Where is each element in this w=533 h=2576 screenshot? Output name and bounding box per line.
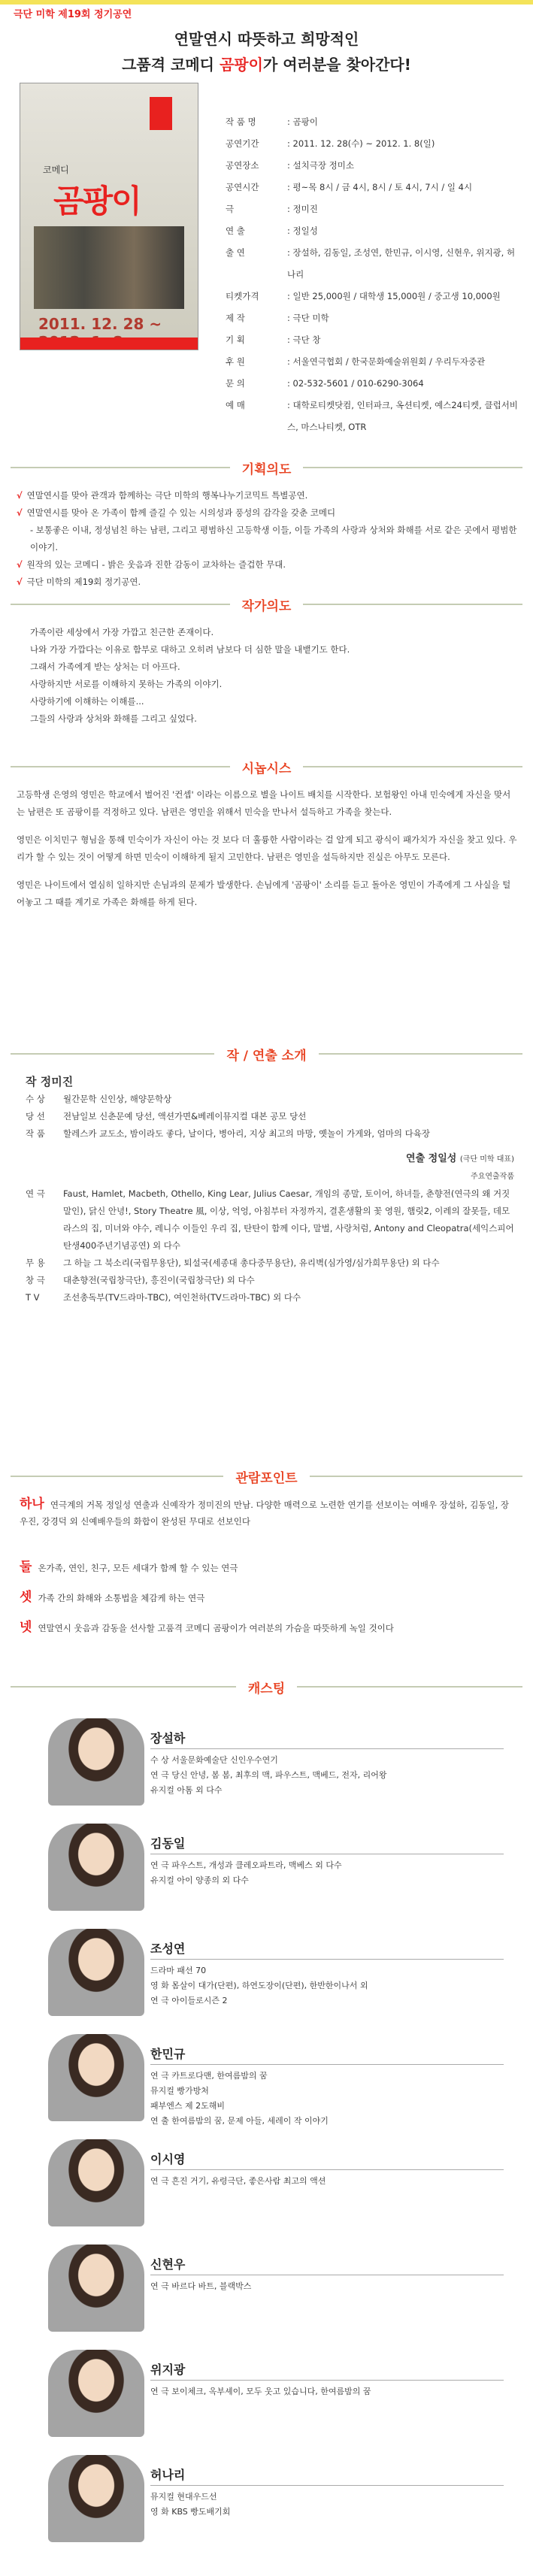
synopsis-text xyxy=(17,786,519,922)
intent-item xyxy=(17,522,519,556)
poster-title: 곰팡이 xyxy=(53,183,141,219)
section-writer-header xyxy=(0,588,533,621)
cast-line: 연 출 한여름밤의 꿈, 문제 아들, 세레이 작 이야기 xyxy=(150,2116,329,2126)
info-table xyxy=(226,111,522,438)
cast-desc xyxy=(150,2490,511,2520)
staff-note2: 주요연출작품 xyxy=(471,1173,514,1181)
staff-name: 정일성 xyxy=(428,1153,460,1164)
info-value: : 일반 25,000원 / 대학생 15,000원 / 중고생 10,000원 xyxy=(287,291,501,301)
staff-line xyxy=(26,1091,514,1108)
staff-line xyxy=(26,1108,514,1125)
writer-line: 그래서 가족에게 받는 상처는 더 아프다. xyxy=(30,661,180,672)
cast-line: 뮤지컬 현대우드선 xyxy=(150,2492,217,2502)
info-key: 극 xyxy=(226,204,235,214)
writer-line: 그들의 사랑과 상처와 화해를 그리고 싶었다. xyxy=(30,713,197,724)
writer-line: 사랑하지만 서로를 이해하지 못하는 가족의 이야기. xyxy=(30,679,223,689)
point-label: 셋 xyxy=(20,1590,32,1605)
staff-line xyxy=(26,1185,514,1255)
intent-text: 연말연시를 맞아 온 가족이 함께 즐길 수 있는 시의성과 풍성의 감각을 갖춘 코메디 xyxy=(26,507,336,518)
cast-divider xyxy=(150,1748,504,1749)
intent-item xyxy=(17,487,519,504)
section-title: 시놉시스 xyxy=(230,761,304,776)
cast-name: 이시영 xyxy=(150,2152,186,2166)
cast-line: 연 극 아이들로시즌 2 xyxy=(150,1996,228,2005)
cast-line: 유지컬 아톰 외 다수 xyxy=(150,1785,223,1795)
cast-desc xyxy=(150,2069,511,2129)
info-key: 문 의 xyxy=(226,378,245,389)
synopsis-paragraph: 고등학생 은영의 영민은 학교에서 벌어진 '컨셉' 이라는 이름으로 별을 나이트 배치를 시작한다. 보험왕인 아내 민숙에게 자신을 맞서는 남편은 또 곰팡이를 걱정하고 있다. 남편은 영민을 위해서 민숙을 만나서 설득하고 가족을 찾는다. xyxy=(17,789,511,817)
intent-text: 원작의 있는 코메디 - 밝은 웃음과 진한 감동이 교차하는 즐겁한 무대. xyxy=(26,559,286,570)
writer-line: 나와 가장 가깝다는 이유로 함부로 대하고 오히려 남보다 더 심한 말을 내뱉기도 한다. xyxy=(30,644,350,655)
check-icon: √ xyxy=(17,507,23,518)
info-row xyxy=(226,395,522,438)
point-text: 연극계의 거목 정일성 연출과 신예작가 정미진의 만남. 다양한 매력으로 노련한 연기를 선보이는 여배우 장설하, 김동일, 장우진, 강경덕 외 신예배우들의 화합이 완성된 무대로 선보인다 xyxy=(20,1500,509,1527)
cast-photo xyxy=(48,2455,144,2542)
poster-subtitle: 코메디 xyxy=(43,165,69,175)
info-row xyxy=(226,111,522,133)
point-label: 넷 xyxy=(20,1620,32,1635)
check-icon: √ xyxy=(17,577,23,587)
cast-name: 한민규 xyxy=(150,2047,186,2061)
staff-key: 작 품 xyxy=(26,1128,45,1139)
info-row xyxy=(226,155,522,177)
info-value: : 02-532-5601 / 010-6290-3064 xyxy=(287,378,424,389)
info-value: : 극단 미학 xyxy=(287,313,329,323)
intent-list xyxy=(17,487,519,591)
cast-photo xyxy=(48,2139,144,2226)
info-value: : 극단 창 xyxy=(287,334,321,345)
staff-value: 조선총독부(TV드라마-TBC), 여인천하(TV드라마-TBC) 외 다수 xyxy=(63,1292,301,1303)
info-row xyxy=(226,286,522,307)
info-value: : 2011. 12. 28(수) ~ 2012. 1. 8(일) xyxy=(287,138,435,149)
info-key: 제 작 xyxy=(226,313,245,323)
headline-part-a: 그품격 코메디 xyxy=(122,56,220,74)
info-value: : 설치극장 정미소 xyxy=(287,160,354,171)
cast-line: 유지컬 아이 양종의 외 다수 xyxy=(150,1875,249,1885)
section-title: 관람포인트 xyxy=(223,1471,309,1486)
info-key: 출 연 xyxy=(226,247,245,258)
cast-divider xyxy=(150,2169,504,2170)
poster-cast-photo xyxy=(34,226,184,309)
cast-name: 신현우 xyxy=(150,2257,186,2272)
staff-note: (극단 미학 대표) xyxy=(459,1155,514,1164)
staff-role: 작 xyxy=(26,1075,41,1088)
cast-name: 조성연 xyxy=(150,1942,186,1956)
cast-desc xyxy=(150,2174,511,2189)
info-key: 기 획 xyxy=(226,334,245,345)
cast-divider xyxy=(150,1959,504,1960)
staff-name: 정미진 xyxy=(40,1075,74,1088)
synopsis-paragraph: 영민은 이치민구 형님을 통해 민숙이가 자신이 아는 것 보다 더 훌륭한 사람이라는 걸 알게 되고 광식이 패가치가 자신을 찾고 있다. 우리가 할 수 있는 것이 어떻게 하면 민숙이 이해하게 될지 고민한다. 남편은 영민을 설득하지만 진실은 아무도 모른다. xyxy=(17,834,517,862)
point-text: 연말연시 웃음과 감동을 선사할 고품격 코메디 곰팡이가 여러분의 가슴을 따뜻하게 녹일 것이다 xyxy=(38,1623,394,1633)
cast-name: 장설하 xyxy=(150,1731,186,1745)
info-row xyxy=(226,220,522,242)
staff-value: 그 하늘 그 북소리(국립무용단), 퇴설국(세종대 총다중무용단), 유리벽(심가영/심가희무용단) 외 다수 xyxy=(63,1258,440,1268)
staff-value: 월간문학 신인상, 해양문학상 xyxy=(63,1094,172,1104)
cast-line: 드라마 패선 70 xyxy=(150,1966,207,1975)
cast-line: 뮤지컬 빵가방처 xyxy=(150,2086,209,2096)
cast-line: 영 화 KBS 빵도배기회 xyxy=(150,2507,231,2517)
info-row xyxy=(226,373,522,395)
cast-line: 연 극 바르다 바트, 블랙박스 xyxy=(150,2281,252,2291)
info-key: 예 매 xyxy=(226,400,245,410)
info-row xyxy=(226,242,522,286)
staff-line xyxy=(26,1125,514,1143)
intent-text: 연말연시를 맞아 관객과 함께하는 극단 미학의 행복나누기코믹트 특별공연. xyxy=(26,490,308,501)
cast-line: 영 화 몸살이 대가(단편), 하연도장이(단편), 한반한이나서 외 xyxy=(150,1981,368,1990)
staff-writer xyxy=(26,1073,514,1091)
point-item xyxy=(20,1559,516,1576)
troupe-tag: 극단 미학 제19회 정기공연 xyxy=(14,9,132,20)
info-key: 공연기간 xyxy=(226,138,259,149)
info-row xyxy=(226,307,522,329)
info-value: : 장설하, 김동일, 조성연, 한민규, 이시영, 신현우, 위지광, 허나리 xyxy=(287,247,516,280)
info-key: 티켓가격 xyxy=(226,291,259,301)
info-row xyxy=(226,177,522,198)
info-key: 작 품 명 xyxy=(226,117,256,127)
info-value: : 정미진 xyxy=(287,204,318,214)
poster-image xyxy=(20,83,198,350)
writer-line: 사랑하기에 이해하는 이해를... xyxy=(30,696,144,707)
section-cast-header xyxy=(0,1670,533,1703)
section-intent-header xyxy=(0,451,533,484)
poster-logo xyxy=(150,97,172,130)
cast-desc xyxy=(150,2279,511,2294)
writer-text xyxy=(30,624,532,728)
staff-key: 연 극 xyxy=(26,1188,45,1199)
info-value: : 서울연극협회 / 한국문화예술위원회 / 우리두자중관 xyxy=(287,356,486,367)
cast-line: 연 극 카트로다맨, 한여름밤의 꿈 xyxy=(150,2071,268,2081)
staff-value: 할레스카 교도소, 밤이라도 좋다, 날이다, 병아리, 지상 최고의 마망, 옛놀이 가게와, 엄마의 다육장 xyxy=(63,1128,430,1139)
staff-line xyxy=(26,1255,514,1272)
cast-divider xyxy=(150,2485,504,2486)
point-text: 온가족, 연인, 친구, 모든 세대가 함께 할 수 있는 연극 xyxy=(38,1563,238,1573)
headline-part-c: 가 여러분을 찾아간다! xyxy=(262,56,411,74)
headline-line1: 연말연시 따뜻하고 희망적인 xyxy=(174,30,359,48)
top-band xyxy=(0,0,533,5)
staff-director xyxy=(26,1150,514,1168)
intent-item xyxy=(17,556,519,574)
info-value: : 평~목 8시 / 금 4시, 8시 / 토 4시, 7시 / 일 4시 xyxy=(287,182,473,192)
point-label: 하나 xyxy=(20,1497,44,1512)
cast-name: 위지광 xyxy=(150,2363,186,2377)
cast-photo xyxy=(48,2034,144,2121)
info-row xyxy=(226,351,522,373)
section-title: 작가의도 xyxy=(230,599,304,614)
cast-divider xyxy=(150,2380,504,2381)
point-label: 둘 xyxy=(20,1560,32,1575)
section-synopsis-header xyxy=(0,750,533,783)
cast-line: 연 극 파우스트, 개성과 클레오파트라, 맥베스 외 다수 xyxy=(150,1860,342,1870)
section-title: 작 / 연출 소개 xyxy=(214,1049,318,1064)
cast-line: 연 극 보이체크, 옥부셰이, 모두 웃고 있습니다, 한여름밤의 꿈 xyxy=(150,2387,371,2396)
cast-name: 허나리 xyxy=(150,2468,186,2482)
cast-line: 패부엔스 제 2도해비 xyxy=(150,2101,225,2111)
poster-dates: 2011. 12. 28 ~ xyxy=(38,315,162,333)
section-title: 기획의도 xyxy=(230,462,304,477)
info-value: : 정일성 xyxy=(287,226,318,236)
staff-key: 무 용 xyxy=(26,1258,45,1268)
staff-value: Faust, Hamlet, Macbeth, Othello, King Lear, Julius Caesar, 개임의 종말, 토이어, 하녀들, 춘향전(연극의 왜 거짓말인), 닭신 안녕!, Story Theatre 風, 이상, 억엉, 아침부터 자정까지, 결혼생활의 꽃 영원, 햄릿2, 이레의 잘못들, 데모라스의 집, 미녀와 야수, 레니수 이들인 우리 집, 탄탄이 함께 이다, 말벌, 사랑처럼, Antony and Cleopatra(세익스피어탄생400주년기념공연) 외 다수 xyxy=(63,1188,514,1251)
poster-footer xyxy=(20,338,198,350)
cast-line: 연 극 흔진 거기, 유령극단, 좋은사람 최고의 액션 xyxy=(150,2176,326,2186)
staff-key: 당 선 xyxy=(26,1111,45,1122)
info-value: : 곰팡이 xyxy=(287,117,318,127)
staff-key: 창 극 xyxy=(26,1275,45,1285)
cast-line: 수 상 서울문화예술단 신인우수연기 xyxy=(150,1755,278,1765)
section-points-header xyxy=(0,1460,533,1493)
point-item xyxy=(20,1619,516,1636)
staff-key: 수 상 xyxy=(26,1094,45,1104)
point-item xyxy=(20,1496,516,1530)
info-key: 연 출 xyxy=(226,226,245,236)
staff-value: 전남일보 신춘문예 당선, 액션가면&베레이뮤지컬 대본 공모 당선 xyxy=(63,1111,307,1122)
cast-photo xyxy=(48,1824,144,1911)
check-icon: √ xyxy=(17,559,23,570)
cast-photo xyxy=(48,1718,144,1806)
info-value: : 대학로티켓닷컴, 인터파크, 옥션티켓, 예스24티켓, 클럽서비스, 마스나티켓, OTR xyxy=(287,400,518,432)
headline-title: 곰팡이 xyxy=(219,56,263,74)
cast-desc xyxy=(150,1963,511,2008)
info-key: 공연시간 xyxy=(226,182,259,192)
intent-text: 극단 미학의 제19회 정기공연. xyxy=(26,577,141,587)
staff-line xyxy=(26,1272,514,1289)
cast-line: 연 극 당신 안녕, 봄 봄, 최후의 맥, 파우스트, 맥베드, 전자, 리어왕 xyxy=(150,1770,387,1780)
section-title: 캐스팅 xyxy=(236,1682,297,1697)
cast-photo xyxy=(48,1929,144,2016)
info-row xyxy=(226,133,522,155)
writer-line: 가족이란 세상에서 가장 가깝고 친근한 존재이다. xyxy=(30,627,214,637)
cast-desc xyxy=(150,1753,511,1798)
staff-key: T V xyxy=(26,1292,40,1303)
info-key: 후 원 xyxy=(226,356,245,367)
info-row xyxy=(226,329,522,351)
synopsis-paragraph: 영민은 나이트에서 열심히 일하지만 손님과의 문제가 발생한다. 손님에게 '곰팡이' 소리를 듣고 돌아온 영민이 가족에게 그 사실을 털어놓고 그 때를 계기로 가족은 화해를 하게 된다. xyxy=(17,879,511,907)
staff-role: 연출 xyxy=(406,1153,429,1164)
intent-text: - 보통좋은 이내, 정성넘친 하는 남편, 그리고 평범하신 고등학생 이들, 이들 가족의 사랑과 상처와 화해를 서로 같은 곳에서 평범한 이야기. xyxy=(30,525,517,552)
check-icon: √ xyxy=(17,490,23,501)
intent-item xyxy=(17,504,519,522)
section-staff-header xyxy=(0,1037,533,1070)
staff-block xyxy=(26,1073,514,1306)
staff-line xyxy=(26,1289,514,1306)
cast-photo xyxy=(48,2350,144,2437)
cast-desc xyxy=(150,2384,511,2399)
point-item xyxy=(20,1589,516,1606)
cast-name: 김동일 xyxy=(150,1836,186,1851)
info-key: 공연장소 xyxy=(226,160,259,171)
headline-line2 xyxy=(0,53,533,74)
info-row xyxy=(226,198,522,220)
cast-desc xyxy=(150,1858,511,1888)
staff-value: 대춘향전(국립창극단), 흥진이(국립창극단) 외 다수 xyxy=(63,1275,255,1285)
point-text: 가족 간의 화해와 소통법을 체감케 하는 연극 xyxy=(38,1593,205,1603)
cast-divider xyxy=(150,2064,504,2065)
cast-photo xyxy=(48,2245,144,2332)
